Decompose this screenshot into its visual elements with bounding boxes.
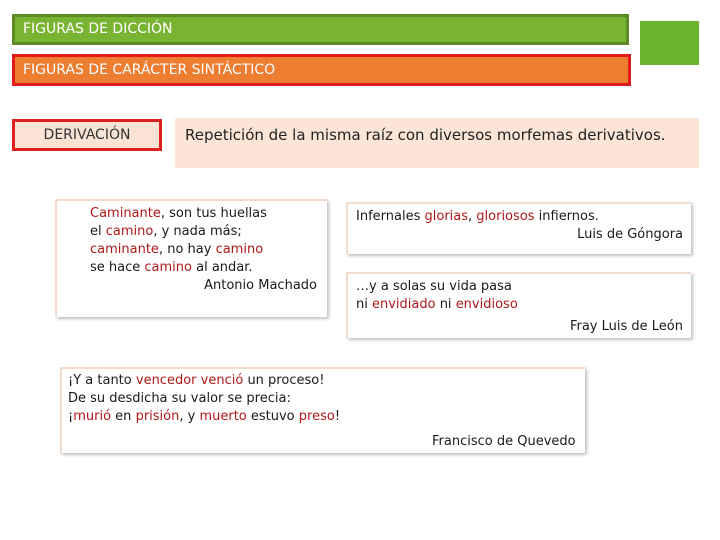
quote-line (90, 259, 319, 277)
highlight-word: camino (215, 242, 264, 257)
quote-gongora (346, 202, 691, 254)
quote-author: Francisco de Quevedo (432, 434, 576, 449)
text-fragment: ¡ (68, 409, 74, 424)
text-fragment: en (111, 409, 136, 424)
highlight-word: Caminante (90, 206, 161, 221)
text-fragment: al andar. (191, 260, 253, 275)
highlight-word: murió (73, 409, 112, 424)
text-fragment: un proceso! (243, 373, 325, 388)
quote-line (90, 205, 319, 223)
text-fragment: , son tus huellas (160, 206, 267, 221)
text-fragment: el (90, 224, 106, 239)
quote-machado (55, 199, 327, 317)
text-fragment: ¡Y a tanto (68, 373, 136, 388)
accent-square (640, 21, 699, 65)
highlight-word: vencedor (135, 373, 197, 388)
quote-line: De su desdicha su valor se precia: (68, 391, 291, 406)
highlight-word: envidioso (455, 297, 518, 312)
text-fragment: ni (435, 297, 456, 312)
quote-line: …y a solas su vida pasa (356, 279, 512, 294)
quote-author: Luis de Góngora (577, 227, 683, 242)
text-fragment: , no hay (158, 242, 216, 257)
text-fragment: estuvo (246, 409, 299, 424)
subheader-title: FIGURAS DE CARÁCTER SINTÁCTICO (23, 62, 276, 78)
highlight-word: glorias (424, 209, 469, 224)
figure-name: DERIVACIÓN (43, 127, 131, 143)
definition-box (175, 118, 699, 168)
quote-line (356, 296, 683, 314)
header-caracter-sintactico (12, 54, 631, 86)
text-fragment: , y nada más; (153, 224, 242, 239)
header-figuras-diccion (12, 14, 629, 45)
highlight-word: camino (144, 260, 192, 275)
figure-name-label (12, 119, 162, 151)
quote-leon (346, 272, 691, 338)
highlight-word: preso (298, 409, 335, 424)
highlight-word: prisión (135, 409, 180, 424)
highlight-word: caminante (90, 242, 159, 257)
header-title: FIGURAS DE DICCIÓN (23, 21, 173, 37)
quote-quevedo (60, 367, 585, 453)
quote-author: Antonio Machado (204, 278, 317, 293)
quote-line (90, 223, 319, 241)
highlight-word: camino (105, 224, 154, 239)
highlight-word: venció (200, 373, 244, 388)
text-fragment: , (468, 209, 477, 224)
text-fragment: se hace (90, 260, 145, 275)
definition-text: Repetición de la misma raíz con diversos morfemas derivativos. (185, 126, 666, 144)
text-fragment: ! (334, 409, 341, 424)
text-fragment: infiernos. (534, 209, 599, 224)
highlight-word: gloriosos (476, 209, 535, 224)
quote-author: Fray Luis de León (569, 319, 683, 334)
highlight-word: muerto (199, 409, 247, 424)
quote-line (90, 241, 319, 259)
quote-line (68, 408, 579, 426)
quote-line (68, 372, 579, 390)
text-fragment: , y (179, 409, 200, 424)
text-fragment: ni (356, 297, 372, 312)
highlight-word: envidiado (371, 297, 436, 312)
text-fragment: Infernales (356, 209, 425, 224)
quote-line (356, 208, 683, 226)
